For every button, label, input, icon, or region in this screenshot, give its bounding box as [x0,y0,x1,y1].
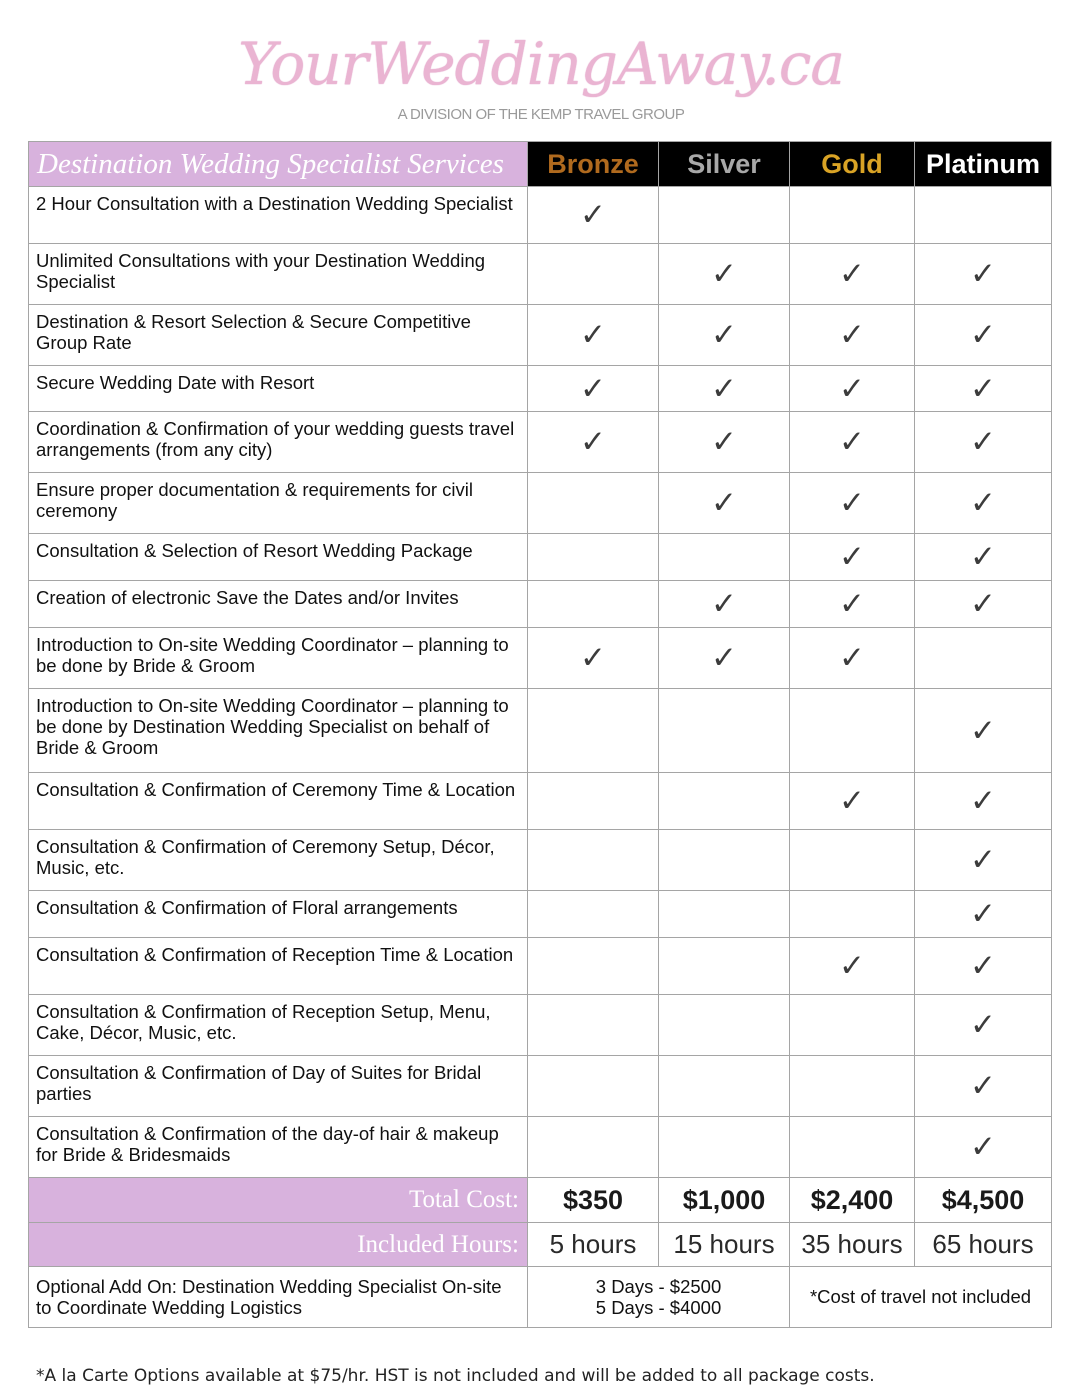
addon-option: 5 Days - $4000 [595,1297,722,1318]
table-title: Destination Wedding Specialist Services [29,142,528,187]
checkmark-icon: ✓ [970,539,996,575]
tier-cell [659,891,790,938]
table-row [29,773,1052,830]
tier-cell [790,995,915,1056]
tier-cell [790,830,915,891]
table-row [29,534,1052,581]
table-row [29,628,1052,689]
tier-cell [915,244,1052,305]
tier-cell [915,938,1052,995]
feature-label: Introduction to On-site Wedding Coordinator – planning to be done by Bride & Groom [29,628,528,689]
tier-cell [790,938,915,995]
checkmark-icon: ✓ [711,485,737,521]
feature-label: Consultation & Confirmation of Ceremony Time & Location [29,773,528,830]
table-row [29,305,1052,366]
feature-rows [29,187,1052,1178]
checkmark-icon: ✓ [970,783,996,819]
tier-cell [915,1117,1052,1178]
tier-cell [790,891,915,938]
tier-cell [528,473,659,534]
checkmark-icon: ✓ [970,256,996,292]
tier-cell [915,995,1052,1056]
tier-cell [790,473,915,534]
tier-cell [915,305,1052,366]
checkmark-icon: ✓ [711,586,737,622]
table-row [29,473,1052,534]
checkmark-icon: ✓ [970,370,996,407]
feature-label: Consultation & Selection of Resort Wedding Package [29,534,528,581]
tier-cell [790,187,915,244]
total-cost-value: $1,000 [659,1178,790,1223]
feature-label: 2 Hour Consultation with a Destination Wedding Specialist [29,187,528,244]
tier-cell [528,244,659,305]
total-cost-label: Total Cost: [29,1178,528,1223]
tier-cell [659,1117,790,1178]
tier-cell [915,891,1052,938]
tier-cell [790,244,915,305]
tier-cell [659,689,790,773]
checkmark-icon: ✓ [839,256,865,292]
included-hours-row [29,1223,1052,1267]
checkmark-icon: ✓ [970,424,996,460]
table-row [29,244,1052,305]
brand-logo: YourWeddingAway.ca [238,30,844,98]
table-row [29,366,1052,412]
checkmark-icon: ✓ [970,842,996,878]
checkmark-icon: ✓ [970,485,996,521]
tier-cell [528,366,659,412]
checkmark-icon: ✓ [970,712,996,749]
feature-label: Consultation & Confirmation of Day of Suites for Bridal parties [29,1056,528,1117]
tier-cell [790,366,915,412]
checkmark-icon: ✓ [711,256,737,292]
tier-cell [528,995,659,1056]
checkmark-icon: ✓ [839,317,865,353]
included-hours-value: 35 hours [790,1223,915,1267]
checkmark-icon: ✓ [970,896,996,932]
checkmark-icon: ✓ [839,640,865,676]
feature-label: Destination & Resort Selection & Secure Competitive Group Rate [29,305,528,366]
tier-cell [790,1056,915,1117]
checkmark-icon: ✓ [580,640,606,676]
table-row [29,938,1052,995]
tier-cell [659,773,790,830]
checkmark-icon: ✓ [711,370,737,407]
checkmark-icon: ✓ [970,317,996,353]
total-cost-row [29,1178,1052,1223]
table-row [29,1056,1052,1117]
tier-cell [659,581,790,628]
tier-cell [528,773,659,830]
addon-label: Optional Add On: Destination Wedding Specialist On-site to Coordinate Wedding Logistics [29,1267,528,1328]
tier-cell [528,1056,659,1117]
brand-tagline: A DIVISION OF THE KEMP TRAVEL GROUP [397,106,685,123]
tier-cell [915,773,1052,830]
total-cost-value: $2,400 [790,1178,915,1223]
checkmark-icon: ✓ [839,370,865,407]
tier-cell [790,305,915,366]
feature-label: Introduction to On-site Wedding Coordinator – planning to be done by Destination Wedding Specialist on behalf of Bride & Groom [29,689,528,773]
feature-label: Secure Wedding Date with Resort [29,366,528,412]
feature-label: Consultation & Confirmation of the day-of hair & makeup for Bride & Bridesmaids [29,1117,528,1178]
tier-header: Silver [659,142,790,187]
tier-cell [528,534,659,581]
tier-cell [659,1056,790,1117]
tier-cell [790,1117,915,1178]
addon-option: 3 Days - $2500 [595,1276,722,1297]
checkmark-icon: ✓ [839,586,865,622]
tier-header: Gold [790,142,915,187]
feature-label: Consultation & Confirmation of Floral arrangements [29,891,528,938]
included-hours-value: 15 hours [659,1223,790,1267]
feature-label: Ensure proper documentation & requirements for civil ceremony [29,473,528,534]
table-row [29,995,1052,1056]
tier-cell [528,689,659,773]
tier-cell [528,412,659,473]
checkmark-icon: ✓ [839,948,865,984]
tier-cell [528,187,659,244]
checkmark-icon: ✓ [839,424,865,460]
checkmark-icon: ✓ [970,1129,996,1165]
tier-cell [915,412,1052,473]
tier-cell [915,581,1052,628]
tier-cell [659,305,790,366]
tier-header: Platinum [915,142,1052,187]
tier-cell [915,830,1052,891]
tier-cell [659,412,790,473]
tier-cell [659,473,790,534]
tier-cell [915,628,1052,689]
tier-cell [659,534,790,581]
feature-label: Unlimited Consultations with your Destination Wedding Specialist [29,244,528,305]
tier-cell [659,187,790,244]
checkmark-icon: ✓ [580,197,606,233]
feature-label: Coordination & Confirmation of your wedding guests travel arrangements (from any city) [29,412,528,473]
included-hours-label: Included Hours: [29,1223,528,1267]
tier-header: Bronze [528,142,659,187]
table-row [29,830,1052,891]
checkmark-icon: ✓ [970,1007,996,1043]
tier-cell [659,938,790,995]
total-cost-value: $350 [528,1178,659,1223]
tier-cell [915,534,1052,581]
services-comparison-table [28,141,1052,1328]
total-cost-value: $4,500 [915,1178,1052,1223]
tier-cell [790,534,915,581]
addon-options [528,1267,790,1328]
checkmark-icon: ✓ [970,948,996,984]
checkmark-icon: ✓ [580,424,606,460]
tier-cell [915,366,1052,412]
checkmark-icon: ✓ [580,370,606,407]
table-row [29,1117,1052,1178]
tier-cell [790,412,915,473]
checkmark-icon: ✓ [580,317,606,353]
footnote: *A la Carte Options available at $75/hr. HST is not included and will be added to all package costs. [36,1366,875,1386]
tier-cell [659,628,790,689]
tier-cell [915,473,1052,534]
addon-row [29,1267,1052,1328]
tier-cell [790,773,915,830]
tier-cell [659,244,790,305]
tier-cell [528,305,659,366]
table-row [29,187,1052,244]
table-row [29,891,1052,938]
table-header-row [29,142,1052,187]
table-row [29,689,1052,773]
checkmark-icon: ✓ [711,640,737,676]
tier-cell [659,995,790,1056]
tier-cell [915,187,1052,244]
tier-cell [915,1056,1052,1117]
checkmark-icon: ✓ [711,424,737,460]
tier-cell [915,689,1052,773]
checkmark-icon: ✓ [839,539,865,575]
feature-label: Creation of electronic Save the Dates and/or Invites [29,581,528,628]
addon-note: *Cost of travel not included [790,1267,1052,1328]
tier-cell [528,891,659,938]
feature-label: Consultation & Confirmation of Reception Time & Location [29,938,528,995]
checkmark-icon: ✓ [970,1068,996,1104]
feature-label: Consultation & Confirmation of Reception Setup, Menu, Cake, Décor, Music, etc. [29,995,528,1056]
tier-cell [528,830,659,891]
tier-cell [790,689,915,773]
checkmark-icon: ✓ [839,783,865,819]
tier-cell [528,628,659,689]
included-hours-value: 65 hours [915,1223,1052,1267]
checkmark-icon: ✓ [711,317,737,353]
tier-cell [528,938,659,995]
table-row [29,581,1052,628]
tier-cell [528,581,659,628]
tier-cell [790,628,915,689]
tier-cell [528,1117,659,1178]
included-hours-value: 5 hours [528,1223,659,1267]
tier-cell [790,581,915,628]
table-row [29,412,1052,473]
tier-cell [659,366,790,412]
checkmark-icon: ✓ [839,485,865,521]
checkmark-icon: ✓ [970,586,996,622]
tier-cell [659,830,790,891]
brand-header [0,22,1082,132]
feature-label: Consultation & Confirmation of Ceremony Setup, Décor, Music, etc. [29,830,528,891]
